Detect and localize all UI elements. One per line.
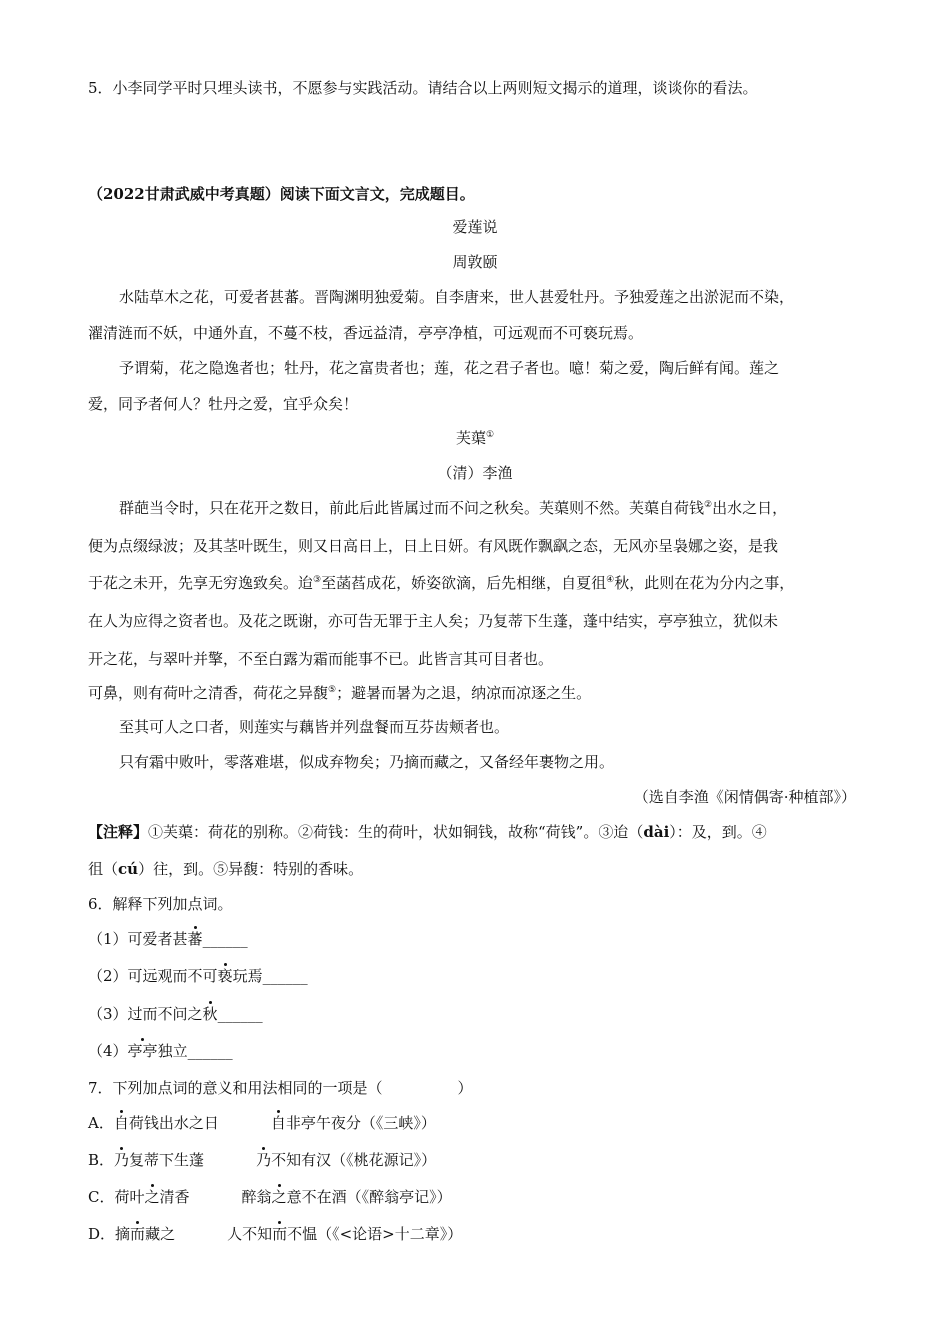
- question-7-option-b: [88, 1150, 436, 1170]
- text1-p2-line2: 爱，同予者何人？牡丹之爱，宜乎众矣！: [88, 395, 359, 413]
- text2-p2: [88, 683, 591, 703]
- notes-label: 【注释】: [88, 823, 149, 841]
- text-run: 不愠（《<论语>十二章》）: [287, 1225, 463, 1243]
- text-run: 至菡萏成花，娇姿欲滴，后先相继，自夏徂: [321, 574, 607, 592]
- text2-title-text: 芙蕖: [455, 429, 486, 447]
- text-run: 于花之未开，先享无穷逸致矣。迨: [88, 574, 314, 592]
- text1-p1-line1: 水陆草木之花，可爱者甚蕃。晋陶渊明独爱菊。自李唐来，世人甚爱牡丹。予独爱莲之出淤泥而不染，: [119, 288, 795, 306]
- text-run: 摘: [115, 1225, 131, 1243]
- text-run: ）往，到。⑤异馥：特别的香味。: [138, 860, 364, 878]
- dotted-word: 乃: [256, 1151, 272, 1169]
- option-label: A．: [88, 1114, 114, 1132]
- text-run: 不知有汉（《桃花源记》）: [271, 1151, 437, 1169]
- text-run: 荷钱出水之日: [128, 1114, 219, 1132]
- question-7-option-c: [88, 1187, 452, 1207]
- text-run: 意不在酒（《醉翁亭记》）: [286, 1188, 452, 1206]
- text-run: 出水之日，: [712, 499, 788, 517]
- text2-p1-line4: 在人为应得之资者也。及花之既谢，亦可告无罪于主人矣；乃复蒂下生蓬，蓬中结实，亭亭独立，犹似未: [88, 612, 779, 630]
- text-run: 玩焉______: [232, 967, 308, 985]
- text-run: 清香: [159, 1188, 190, 1206]
- text2-p1-line1: [119, 498, 787, 518]
- text-run: ______: [217, 1005, 263, 1023]
- text2-title: [0, 428, 950, 448]
- footnote-mark: ⑤: [328, 685, 337, 695]
- text2-author: （清）李渔: [437, 464, 513, 482]
- text2-p3: 至其可人之口者，则莲实与藕皆并列盘餐而互芬齿颊者也。: [119, 718, 510, 736]
- footnote-mark: ④: [606, 575, 615, 585]
- question-5: 5．小李同学平时只埋头读书，不愿参与实践活动。请结合以上两则短文揭示的道理，谈谈你的看法。: [88, 79, 758, 97]
- text-run: 荷叶: [114, 1188, 145, 1206]
- option-label: D．: [88, 1225, 116, 1243]
- text-run: 人不知: [227, 1225, 273, 1243]
- notes-line2: [88, 859, 363, 879]
- dotted-word: 秋: [202, 1005, 218, 1023]
- text-run: 秋，此则在花为分内之事，: [614, 574, 795, 592]
- dotted-word: 亵: [217, 967, 233, 985]
- text-run: 群葩当令时，只在花开之数日，前此后此皆属过而不问之秋矣。芙蕖则不然。芙蕖自荷钱: [119, 499, 705, 517]
- question-6-item: [88, 929, 248, 949]
- text-run: ）：及，到。④: [669, 823, 767, 841]
- text-run: ①芙蕖：荷花的别称。②荷钱：生的荷叶，状如铜钱，故称“荷钱”。③迨（: [148, 823, 644, 841]
- pinyin: dài: [643, 823, 670, 841]
- option-label: C．: [88, 1188, 115, 1206]
- text1-p2-line1: 予谓菊，花之隐逸者也；牡丹，花之富贵者也；莲，花之君子者也。噫！菊之爱，陶后鲜有闻。莲之: [119, 359, 780, 377]
- footnote-mark: ③: [313, 575, 322, 585]
- text2-source: （选自李渔《闲情偶寄·种植部》）: [633, 788, 856, 806]
- question-7-option-a: [88, 1113, 436, 1133]
- text-run: 非亭午夜分（《三峡》）: [285, 1114, 436, 1132]
- footnote-mark: ②: [704, 500, 713, 510]
- text1-p1-line2: 濯清涟而不妖，中通外直，不蔓不枝，香远益清，亭亭净植，可远观而不可亵玩焉。: [88, 324, 644, 342]
- question-6-item: [88, 1004, 263, 1024]
- dotted-word: 而: [272, 1225, 288, 1243]
- text-run: 醉翁: [241, 1188, 272, 1206]
- text1-title: 爱莲说: [452, 218, 498, 236]
- text-run: ；避暑而暑为之退，纳凉而凉逐之生。: [336, 684, 592, 702]
- text-run: 复蒂下生蓬: [129, 1151, 205, 1169]
- question-6-item: [88, 966, 308, 986]
- text2-p4: 只有霜中败叶，零落难堪，似成弃物矣；乃摘而藏之，又备经年裹物之用。: [119, 753, 615, 771]
- notes-line1: [88, 822, 767, 842]
- text-run: 藏之: [145, 1225, 176, 1243]
- dotted-word: 自: [113, 1114, 129, 1132]
- text-run: 可鼻，则有荷叶之清香，荷花之异馥: [88, 684, 329, 702]
- question-6-item: [88, 1041, 233, 1061]
- dotted-word: 亭亭: [127, 1042, 158, 1060]
- text-run: （3）过而不问之: [88, 1005, 203, 1023]
- text2-p1-line3: [88, 573, 794, 593]
- text-run: 徂（: [88, 860, 119, 878]
- dotted-word: 之: [144, 1188, 160, 1206]
- question-7-option-d: [88, 1224, 462, 1244]
- question-7-stem: 7．下列加点词的意义和用法相同的一项是（ ）: [88, 1079, 473, 1097]
- pinyin: cú: [118, 860, 139, 878]
- dotted-word: 乃: [114, 1151, 130, 1169]
- option-label: B．: [88, 1151, 115, 1169]
- dotted-word: 蕃: [187, 930, 203, 948]
- dotted-word: 而: [130, 1225, 146, 1243]
- question-6-stem: 6．解释下列加点词。: [88, 895, 233, 913]
- text1-author: 周敦颐: [452, 253, 498, 271]
- text-run: 独立______: [157, 1042, 233, 1060]
- text-run: ______: [202, 930, 248, 948]
- dotted-word: 之: [271, 1188, 287, 1206]
- text-run: （4）: [88, 1042, 128, 1060]
- text-run: （1）可爱者甚: [88, 930, 188, 948]
- text-run: （2）可远观而不可: [88, 967, 218, 985]
- section-header: （2022甘肃武威中考真题）阅读下面文言文，完成题目。: [88, 185, 475, 203]
- text2-p1-line5: 开之花，与翠叶并擎，不至白露为霜而能事不已。此皆言其可目者也。: [88, 650, 554, 668]
- dotted-word: 自: [270, 1114, 286, 1132]
- footnote-mark: ①: [485, 430, 495, 440]
- text2-p1-line2: 便为点缀绿波；及其茎叶既生，则又日高日上，日上日妍。有风既作飘飖之态，无风亦呈袅娜之姿，是我: [88, 537, 779, 555]
